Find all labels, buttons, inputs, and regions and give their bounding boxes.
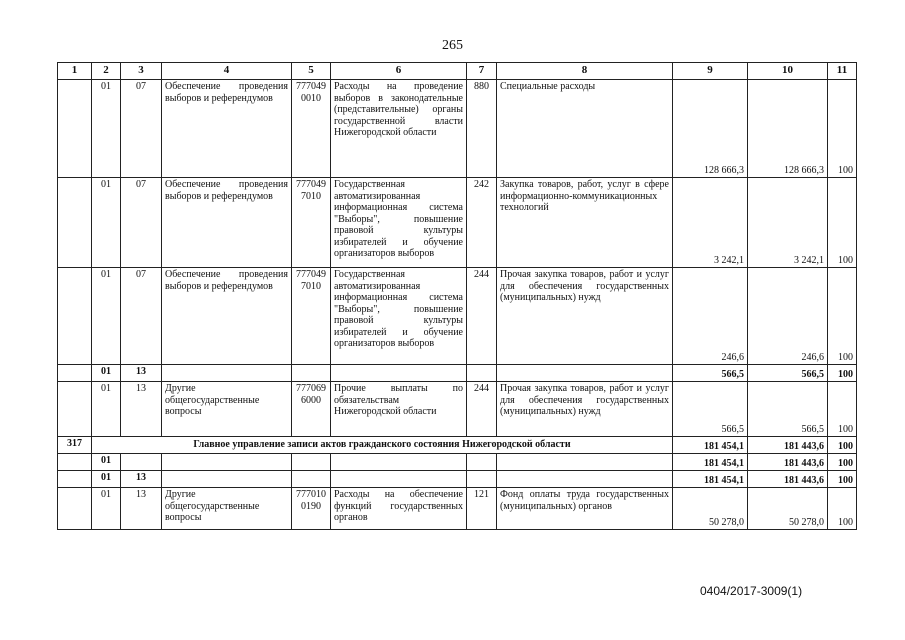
cell-subsection: 13	[121, 471, 162, 488]
cell-section: 01	[92, 488, 121, 530]
agency-row	[58, 437, 857, 454]
table-row	[58, 178, 857, 268]
cell-name: Обеспечение проведения выборов и референдумов	[162, 80, 292, 178]
cell-name: Другие общегосударственные вопросы	[162, 382, 292, 437]
cell-expense: Расходы на проведение выборов в законодательные (представительные) органы государственной власти Нижегородской области	[331, 80, 467, 178]
col-header: 2	[92, 63, 121, 80]
cell-fact: 566,5	[748, 365, 828, 382]
cell-fact: 246,6	[748, 268, 828, 365]
subtotal-row	[58, 454, 857, 471]
col-header: 3	[121, 63, 162, 80]
cell-type: 242	[467, 178, 497, 268]
cell-section: 01	[92, 268, 121, 365]
cell-plan: 181 454,1	[673, 471, 748, 488]
cell	[58, 80, 92, 178]
cell-section: 01	[92, 471, 121, 488]
cell-fact: 128 666,3	[748, 80, 828, 178]
cell	[58, 365, 92, 382]
cell-plan: 128 666,3	[673, 80, 748, 178]
cell	[58, 471, 92, 488]
cell-section: 01	[92, 454, 121, 471]
cell	[162, 454, 292, 471]
subtotal-row	[58, 365, 857, 382]
cell-expense: Расходы на обеспечение функций государственных органов	[331, 488, 467, 530]
cell	[58, 454, 92, 471]
cell-expense: Государственная автоматизированная информационная система "Выборы", повышение правовой культуры избирателей и обучение организаторов выборов	[331, 268, 467, 365]
cell-percent: 100	[828, 471, 857, 488]
cell	[467, 365, 497, 382]
cell-plan: 181 454,1	[673, 454, 748, 471]
cell-fact: 50 278,0	[748, 488, 828, 530]
cell-fact: 181 443,6	[748, 471, 828, 488]
cell-type-name: Специальные расходы	[497, 80, 673, 178]
cell-section: 01	[92, 382, 121, 437]
col-header: 5	[292, 63, 331, 80]
col-header: 11	[828, 63, 857, 80]
cell-plan: 181 454,1	[673, 437, 748, 454]
page-number: 265	[442, 38, 463, 53]
cell-percent: 100	[828, 488, 857, 530]
cell	[331, 454, 467, 471]
col-header: 8	[497, 63, 673, 80]
cell	[58, 268, 92, 365]
cell-code: 777049 7010	[292, 178, 331, 268]
cell-type-name: Прочая закупка товаров, работ и услуг для обеспечения государственных (муниципальных) нужд	[497, 382, 673, 437]
cell	[331, 365, 467, 382]
budget-table	[57, 62, 857, 530]
cell-fact: 3 242,1	[748, 178, 828, 268]
cell-fact: 181 443,6	[748, 437, 828, 454]
cell-type-name: Фонд оплаты труда государственных (муниципальных) органов	[497, 488, 673, 530]
cell-subsection: 13	[121, 365, 162, 382]
cell-expense: Прочие выплаты по обязательствам Нижегородской области	[331, 382, 467, 437]
cell-fact: 181 443,6	[748, 454, 828, 471]
cell-subsection: 13	[121, 382, 162, 437]
cell-plan: 3 242,1	[673, 178, 748, 268]
cell-code: 777069 6000	[292, 382, 331, 437]
table-row	[58, 488, 857, 530]
cell-expense: Государственная автоматизированная информационная система "Выборы", повышение правовой культуры избирателей и обучение организаторов выборов	[331, 178, 467, 268]
cell-section: 01	[92, 178, 121, 268]
col-header: 4	[162, 63, 292, 80]
cell-percent: 100	[828, 268, 857, 365]
cell-code: 777049 0010	[292, 80, 331, 178]
cell-percent: 100	[828, 365, 857, 382]
cell	[58, 488, 92, 530]
col-header: 6	[331, 63, 467, 80]
cell-plan: 566,5	[673, 365, 748, 382]
cell-type-name: Прочая закупка товаров, работ и услуг для обеспечения государственных (муниципальных) нужд	[497, 268, 673, 365]
table-row	[58, 382, 857, 437]
cell	[58, 382, 92, 437]
cell-percent: 100	[828, 178, 857, 268]
col-header: 9	[673, 63, 748, 80]
header-row	[58, 63, 857, 80]
cell-subsection: 07	[121, 80, 162, 178]
col-header: 1	[58, 63, 92, 80]
subtotal-row	[58, 471, 857, 488]
table-row	[58, 268, 857, 365]
cell	[162, 365, 292, 382]
cell-code: 777010 0190	[292, 488, 331, 530]
cell-type: 244	[467, 382, 497, 437]
cell-plan: 246,6	[673, 268, 748, 365]
cell-section: 01	[92, 365, 121, 382]
cell-percent: 100	[828, 382, 857, 437]
cell	[121, 454, 162, 471]
cell-fact: 566,5	[748, 382, 828, 437]
cell-name: Другие общегосударственные вопросы	[162, 488, 292, 530]
cell-type: 244	[467, 268, 497, 365]
cell-subsection: 07	[121, 268, 162, 365]
table-row	[58, 80, 857, 178]
cell	[162, 471, 292, 488]
cell-subsection: 13	[121, 488, 162, 530]
cell	[467, 454, 497, 471]
col-header: 7	[467, 63, 497, 80]
cell-plan: 50 278,0	[673, 488, 748, 530]
cell-subsection: 07	[121, 178, 162, 268]
cell	[497, 365, 673, 382]
cell-name: Обеспечение проведения выборов и референдумов	[162, 268, 292, 365]
document-code: 0404/2017-3009(1)	[700, 584, 803, 598]
cell-agency-code: 317	[58, 437, 92, 454]
cell-percent: 100	[828, 80, 857, 178]
cell-type: 880	[467, 80, 497, 178]
cell	[467, 471, 497, 488]
cell-section: 01	[92, 80, 121, 178]
col-header: 10	[748, 63, 828, 80]
cell-type: 121	[467, 488, 497, 530]
cell	[292, 471, 331, 488]
cell-percent: 100	[828, 454, 857, 471]
cell-type-name: Закупка товаров, работ, услуг в сфере информационно-коммуникационных технологий	[497, 178, 673, 268]
cell	[58, 178, 92, 268]
cell-percent: 100	[828, 437, 857, 454]
cell	[331, 471, 467, 488]
cell-plan: 566,5	[673, 382, 748, 437]
cell-name: Обеспечение проведения выборов и референдумов	[162, 178, 292, 268]
cell	[292, 454, 331, 471]
cell	[497, 471, 673, 488]
cell	[292, 365, 331, 382]
cell	[497, 454, 673, 471]
cell-code: 777049 7010	[292, 268, 331, 365]
cell-agency-name: Главное управление записи актов гражданского состояния Нижегородской области	[92, 437, 673, 454]
